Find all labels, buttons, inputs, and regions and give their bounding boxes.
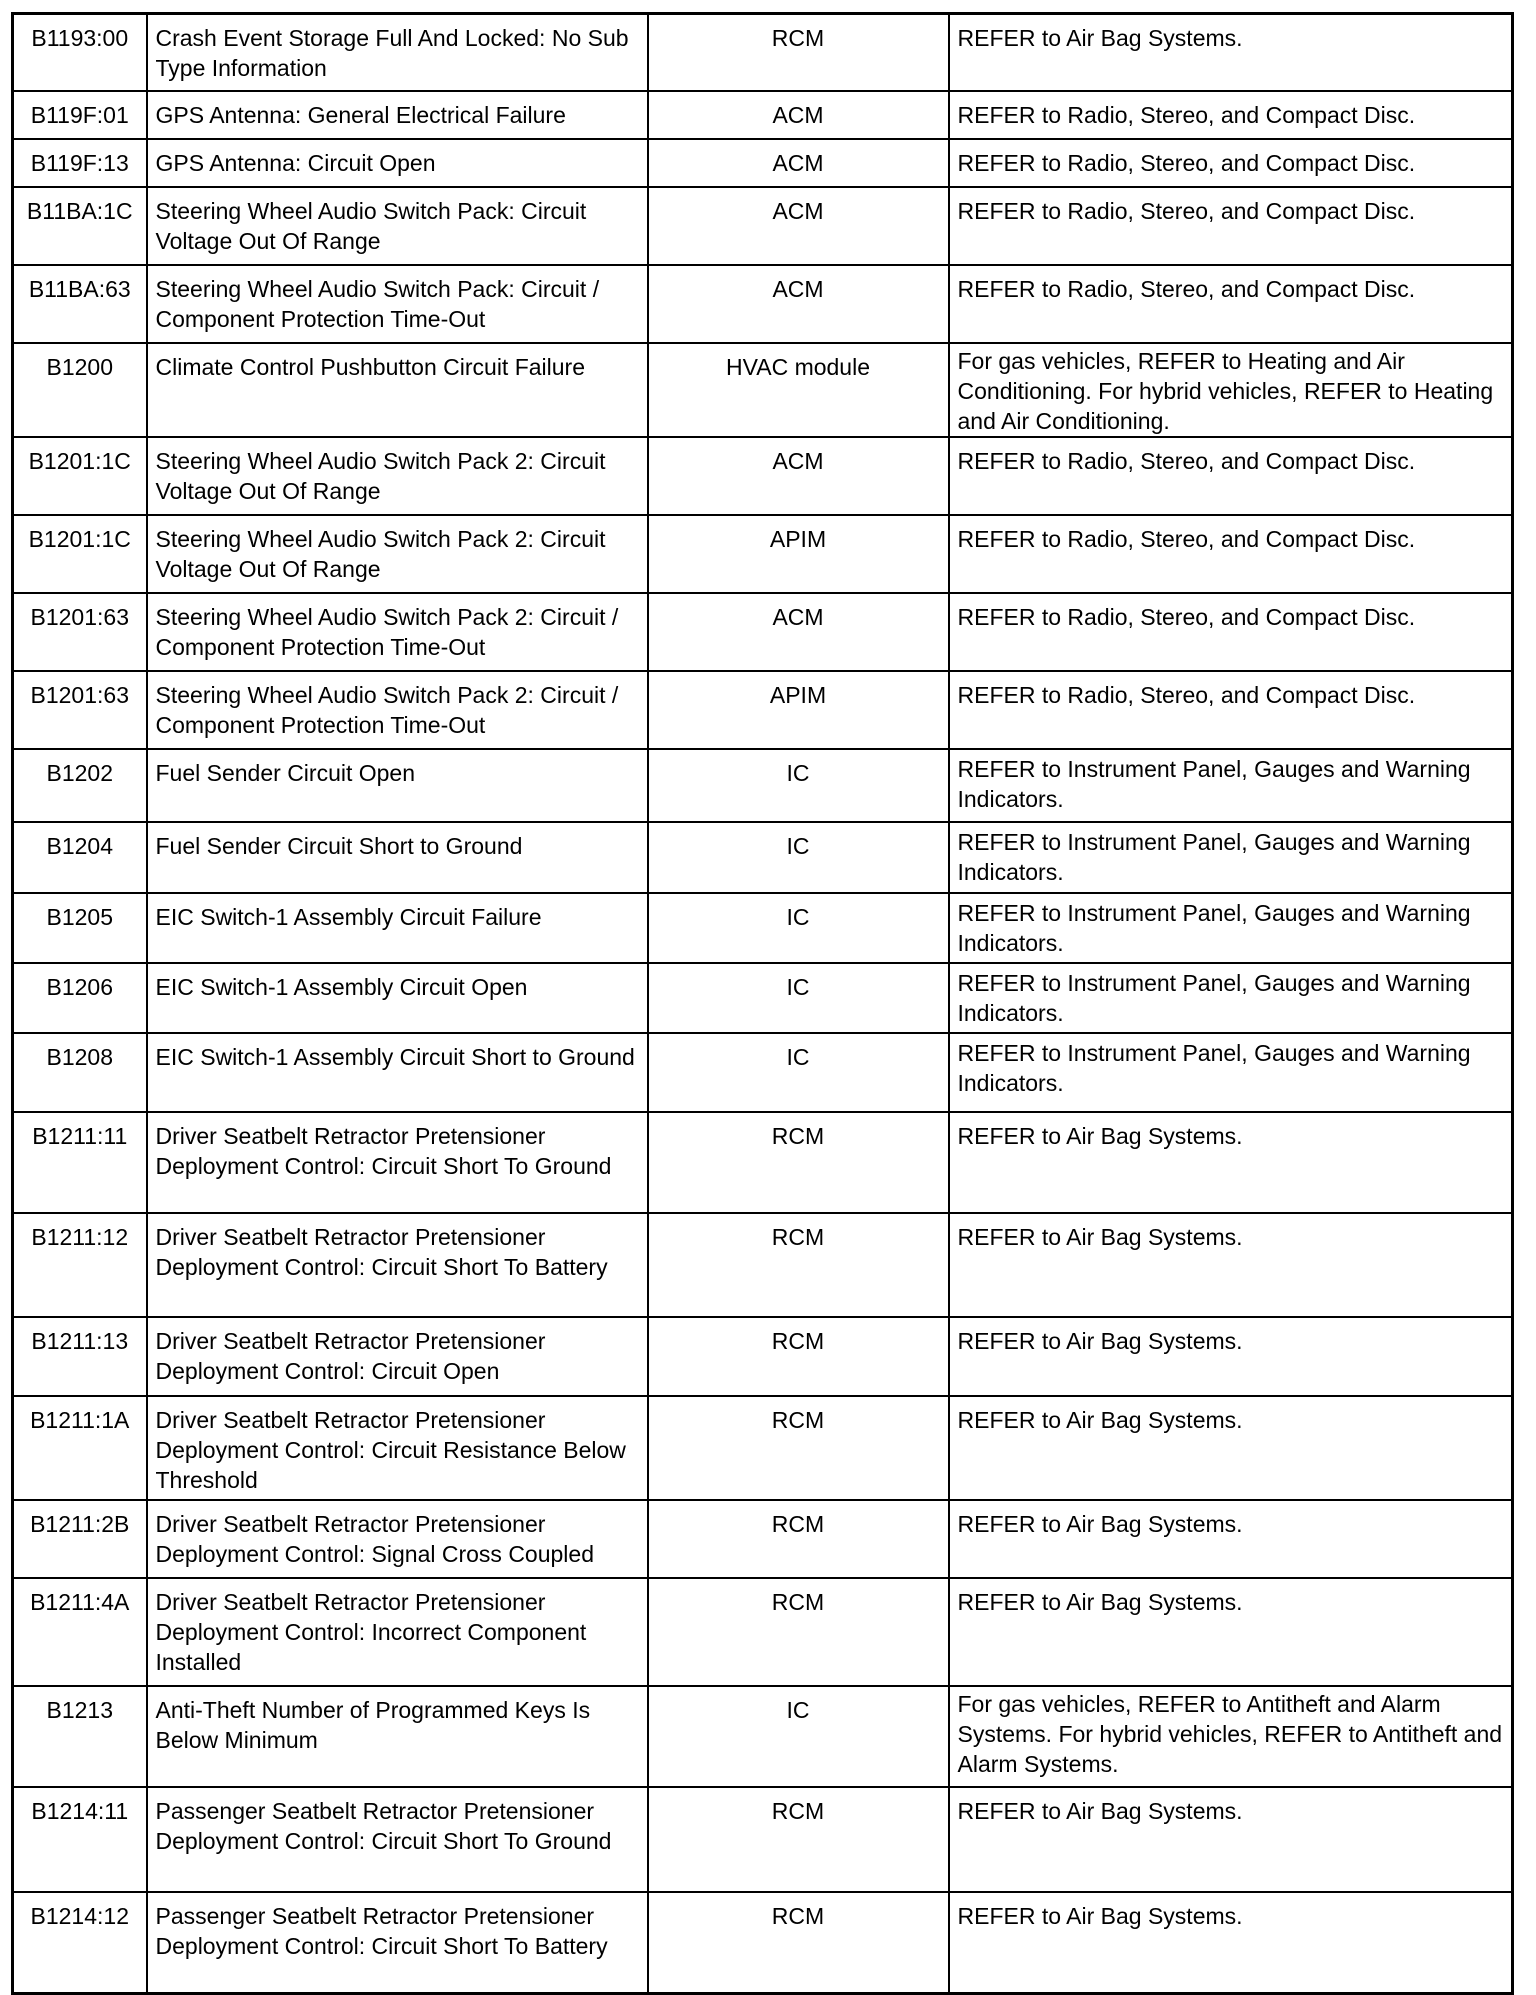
dtc-code-cell: B1208 — [13, 1033, 147, 1112]
module-cell: HVAC module — [648, 343, 949, 437]
table-row — [13, 187, 1513, 265]
module-cell: RCM — [648, 1578, 949, 1686]
module-cell: RCM — [648, 1112, 949, 1213]
action-cell: REFER to Air Bag Systems. — [949, 1787, 1513, 1892]
dtc-code-cell: B1193:00 — [13, 14, 147, 91]
description-cell: Steering Wheel Audio Switch Pack 2: Circuit / Component Protection Time-Out — [147, 593, 648, 671]
dtc-code-cell: B1211:2B — [13, 1500, 147, 1578]
action-cell: REFER to Air Bag Systems. — [949, 1500, 1513, 1578]
module-cell: IC — [648, 1686, 949, 1787]
action-cell: REFER to Radio, Stereo, and Compact Disc. — [949, 265, 1513, 343]
module-cell: RCM — [648, 1500, 949, 1578]
module-cell: IC — [648, 822, 949, 893]
dtc-code-cell: B119F:13 — [13, 139, 147, 187]
action-cell: REFER to Air Bag Systems. — [949, 1213, 1513, 1317]
description-cell: Fuel Sender Circuit Open — [147, 749, 648, 822]
description-cell: Steering Wheel Audio Switch Pack 2: Circuit Voltage Out Of Range — [147, 515, 648, 593]
table-row — [13, 343, 1513, 437]
module-cell: IC — [648, 749, 949, 822]
dtc-code-cell: B1211:13 — [13, 1317, 147, 1396]
description-cell: GPS Antenna: General Electrical Failure — [147, 91, 648, 139]
description-cell: Steering Wheel Audio Switch Pack 2: Circuit Voltage Out Of Range — [147, 437, 648, 515]
table-row — [13, 437, 1513, 515]
table-row — [13, 1500, 1513, 1578]
description-cell: Driver Seatbelt Retractor Pretensioner Deployment Control: Circuit Short To Battery — [147, 1213, 648, 1317]
module-cell: RCM — [648, 1787, 949, 1892]
description-cell: Passenger Seatbelt Retractor Pretensioner Deployment Control: Circuit Short To Battery — [147, 1892, 648, 1994]
module-cell: ACM — [648, 139, 949, 187]
action-cell: REFER to Air Bag Systems. — [949, 1112, 1513, 1213]
action-cell: REFER to Radio, Stereo, and Compact Disc. — [949, 671, 1513, 749]
description-cell: Crash Event Storage Full And Locked: No Sub Type Information — [147, 14, 648, 91]
action-cell: REFER to Radio, Stereo, and Compact Disc. — [949, 515, 1513, 593]
module-cell: IC — [648, 1033, 949, 1112]
action-cell: REFER to Instrument Panel, Gauges and Warning Indicators. — [949, 1033, 1513, 1112]
description-cell: EIC Switch-1 Assembly Circuit Open — [147, 963, 648, 1033]
table-row — [13, 963, 1513, 1033]
table-row — [13, 1787, 1513, 1892]
action-cell: REFER to Air Bag Systems. — [949, 14, 1513, 91]
table-row — [13, 14, 1513, 91]
dtc-code-cell: B1202 — [13, 749, 147, 822]
action-cell: REFER to Radio, Stereo, and Compact Disc. — [949, 437, 1513, 515]
description-cell: GPS Antenna: Circuit Open — [147, 139, 648, 187]
table-row — [13, 822, 1513, 893]
module-cell: IC — [648, 963, 949, 1033]
table-row — [13, 1112, 1513, 1213]
dtc-code-cell: B1205 — [13, 893, 147, 963]
dtc-table-body — [13, 14, 1513, 1994]
module-cell: ACM — [648, 593, 949, 671]
action-cell: For gas vehicles, REFER to Antitheft and Alarm Systems. For hybrid vehicles, REFER to Antitheft and Alarm Systems. — [949, 1686, 1513, 1787]
dtc-code-cell: B1201:1C — [13, 515, 147, 593]
module-cell: RCM — [648, 1317, 949, 1396]
table-row — [13, 1892, 1513, 1994]
module-cell: RCM — [648, 1396, 949, 1500]
table-row — [13, 265, 1513, 343]
dtc-code-cell: B1211:4A — [13, 1578, 147, 1686]
dtc-code-cell: B1214:11 — [13, 1787, 147, 1892]
table-row — [13, 749, 1513, 822]
description-cell: Driver Seatbelt Retractor Pretensioner Deployment Control: Circuit Open — [147, 1317, 648, 1396]
module-cell: APIM — [648, 515, 949, 593]
module-cell: ACM — [648, 437, 949, 515]
table-row — [13, 893, 1513, 963]
table-row — [13, 671, 1513, 749]
dtc-code-cell: B1211:11 — [13, 1112, 147, 1213]
table-row — [13, 1213, 1513, 1317]
table-row — [13, 1578, 1513, 1686]
table-row — [13, 515, 1513, 593]
dtc-code-cell: B1201:63 — [13, 671, 147, 749]
action-cell: For gas vehicles, REFER to Heating and Air Conditioning. For hybrid vehicles, REFER to Heating and Air Conditioning. — [949, 343, 1513, 437]
action-cell: REFER to Radio, Stereo, and Compact Disc. — [949, 91, 1513, 139]
action-cell: REFER to Air Bag Systems. — [949, 1396, 1513, 1500]
dtc-code-cell: B1201:1C — [13, 437, 147, 515]
action-cell: REFER to Radio, Stereo, and Compact Disc. — [949, 593, 1513, 671]
table-row — [13, 91, 1513, 139]
description-cell: Driver Seatbelt Retractor Pretensioner Deployment Control: Incorrect Component Installed — [147, 1578, 648, 1686]
description-cell: EIC Switch-1 Assembly Circuit Failure — [147, 893, 648, 963]
description-cell: Driver Seatbelt Retractor Pretensioner Deployment Control: Signal Cross Coupled — [147, 1500, 648, 1578]
description-cell: Steering Wheel Audio Switch Pack: Circuit / Component Protection Time-Out — [147, 265, 648, 343]
description-cell: Anti-Theft Number of Programmed Keys Is Below Minimum — [147, 1686, 648, 1787]
dtc-table — [11, 12, 1514, 1995]
action-cell: REFER to Radio, Stereo, and Compact Disc. — [949, 139, 1513, 187]
module-cell: ACM — [648, 91, 949, 139]
dtc-code-cell: B119F:01 — [13, 91, 147, 139]
module-cell: RCM — [648, 1213, 949, 1317]
table-row — [13, 1686, 1513, 1787]
dtc-code-cell: B1211:1A — [13, 1396, 147, 1500]
description-cell: Driver Seatbelt Retractor Pretensioner Deployment Control: Circuit Short To Ground — [147, 1112, 648, 1213]
module-cell: ACM — [648, 265, 949, 343]
description-cell: Driver Seatbelt Retractor Pretensioner Deployment Control: Circuit Resistance Below Threshold — [147, 1396, 648, 1500]
description-cell: Fuel Sender Circuit Short to Ground — [147, 822, 648, 893]
table-row — [13, 139, 1513, 187]
table-row — [13, 1033, 1513, 1112]
dtc-code-cell: B1204 — [13, 822, 147, 893]
module-cell: RCM — [648, 1892, 949, 1994]
dtc-code-cell: B11BA:1C — [13, 187, 147, 265]
dtc-code-cell: B11BA:63 — [13, 265, 147, 343]
action-cell: REFER to Instrument Panel, Gauges and Warning Indicators. — [949, 963, 1513, 1033]
action-cell: REFER to Instrument Panel, Gauges and Warning Indicators. — [949, 893, 1513, 963]
module-cell: ACM — [648, 187, 949, 265]
dtc-code-cell: B1201:63 — [13, 593, 147, 671]
module-cell: APIM — [648, 671, 949, 749]
action-cell: REFER to Air Bag Systems. — [949, 1317, 1513, 1396]
dtc-code-cell: B1211:12 — [13, 1213, 147, 1317]
module-cell: IC — [648, 893, 949, 963]
description-cell: Steering Wheel Audio Switch Pack 2: Circuit / Component Protection Time-Out — [147, 671, 648, 749]
dtc-code-cell: B1213 — [13, 1686, 147, 1787]
description-cell: Climate Control Pushbutton Circuit Failure — [147, 343, 648, 437]
description-cell: Passenger Seatbelt Retractor Pretensioner Deployment Control: Circuit Short To Ground — [147, 1787, 648, 1892]
action-cell: REFER to Instrument Panel, Gauges and Warning Indicators. — [949, 822, 1513, 893]
action-cell: REFER to Radio, Stereo, and Compact Disc. — [949, 187, 1513, 265]
action-cell: REFER to Instrument Panel, Gauges and Warning Indicators. — [949, 749, 1513, 822]
description-cell: Steering Wheel Audio Switch Pack: Circuit Voltage Out Of Range — [147, 187, 648, 265]
table-row — [13, 593, 1513, 671]
dtc-code-cell: B1214:12 — [13, 1892, 147, 1994]
table-row — [13, 1317, 1513, 1396]
dtc-code-cell: B1206 — [13, 963, 147, 1033]
dtc-code-cell: B1200 — [13, 343, 147, 437]
module-cell: RCM — [648, 14, 949, 91]
action-cell: REFER to Air Bag Systems. — [949, 1578, 1513, 1686]
description-cell: EIC Switch-1 Assembly Circuit Short to Ground — [147, 1033, 648, 1112]
table-row — [13, 1396, 1513, 1500]
action-cell: REFER to Air Bag Systems. — [949, 1892, 1513, 1994]
